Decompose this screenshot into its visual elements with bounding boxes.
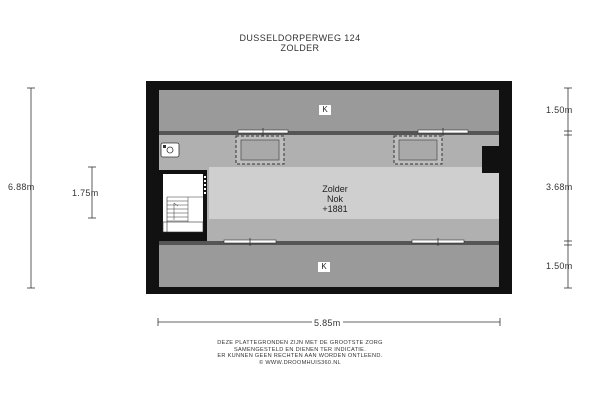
dim-width: 5.85m (314, 318, 341, 328)
roof-window-right (394, 136, 442, 164)
disclaimer-line-2: SAMENGESTELD EN DIENEN TER INDICATIE. (233, 346, 367, 353)
address-title: DUSSELDORPERWEG 124 (239, 33, 361, 43)
dim-right-top: 1.50m (546, 105, 573, 115)
boiler-icon (161, 143, 179, 157)
dim-right-bottom: 1.50m (546, 261, 573, 271)
disclaimer-line-3: ER KUNNEN GEEN RECHTEN AAN WORDEN ONTLEEND. (217, 353, 383, 360)
dim-right-middle: 3.68m (546, 182, 573, 192)
floor-title: ZOLDER (280, 43, 320, 53)
room-height: +1881 (322, 204, 348, 214)
disclaimer-line-1: DEZE PLATTEGRONDEN ZIJN MET DE GROOTSTE ZORG (217, 340, 383, 346)
disclaimer (0, 340, 600, 366)
chimney (482, 146, 499, 173)
room-sub: Nok (326, 194, 343, 204)
dim-stair-height: 1.75m (72, 188, 99, 198)
dim-total-height: 6.88m (8, 182, 35, 192)
roof-window-left (236, 136, 284, 164)
room-label-zolder (300, 184, 370, 214)
room-label-k-top: K (318, 104, 332, 116)
room-label-k-bottom: K (317, 261, 331, 273)
room-name: Zolder (322, 184, 348, 194)
staircase (159, 170, 207, 241)
disclaimer-line-4: © WWW.DROOMHUIS360.NL (259, 359, 341, 366)
